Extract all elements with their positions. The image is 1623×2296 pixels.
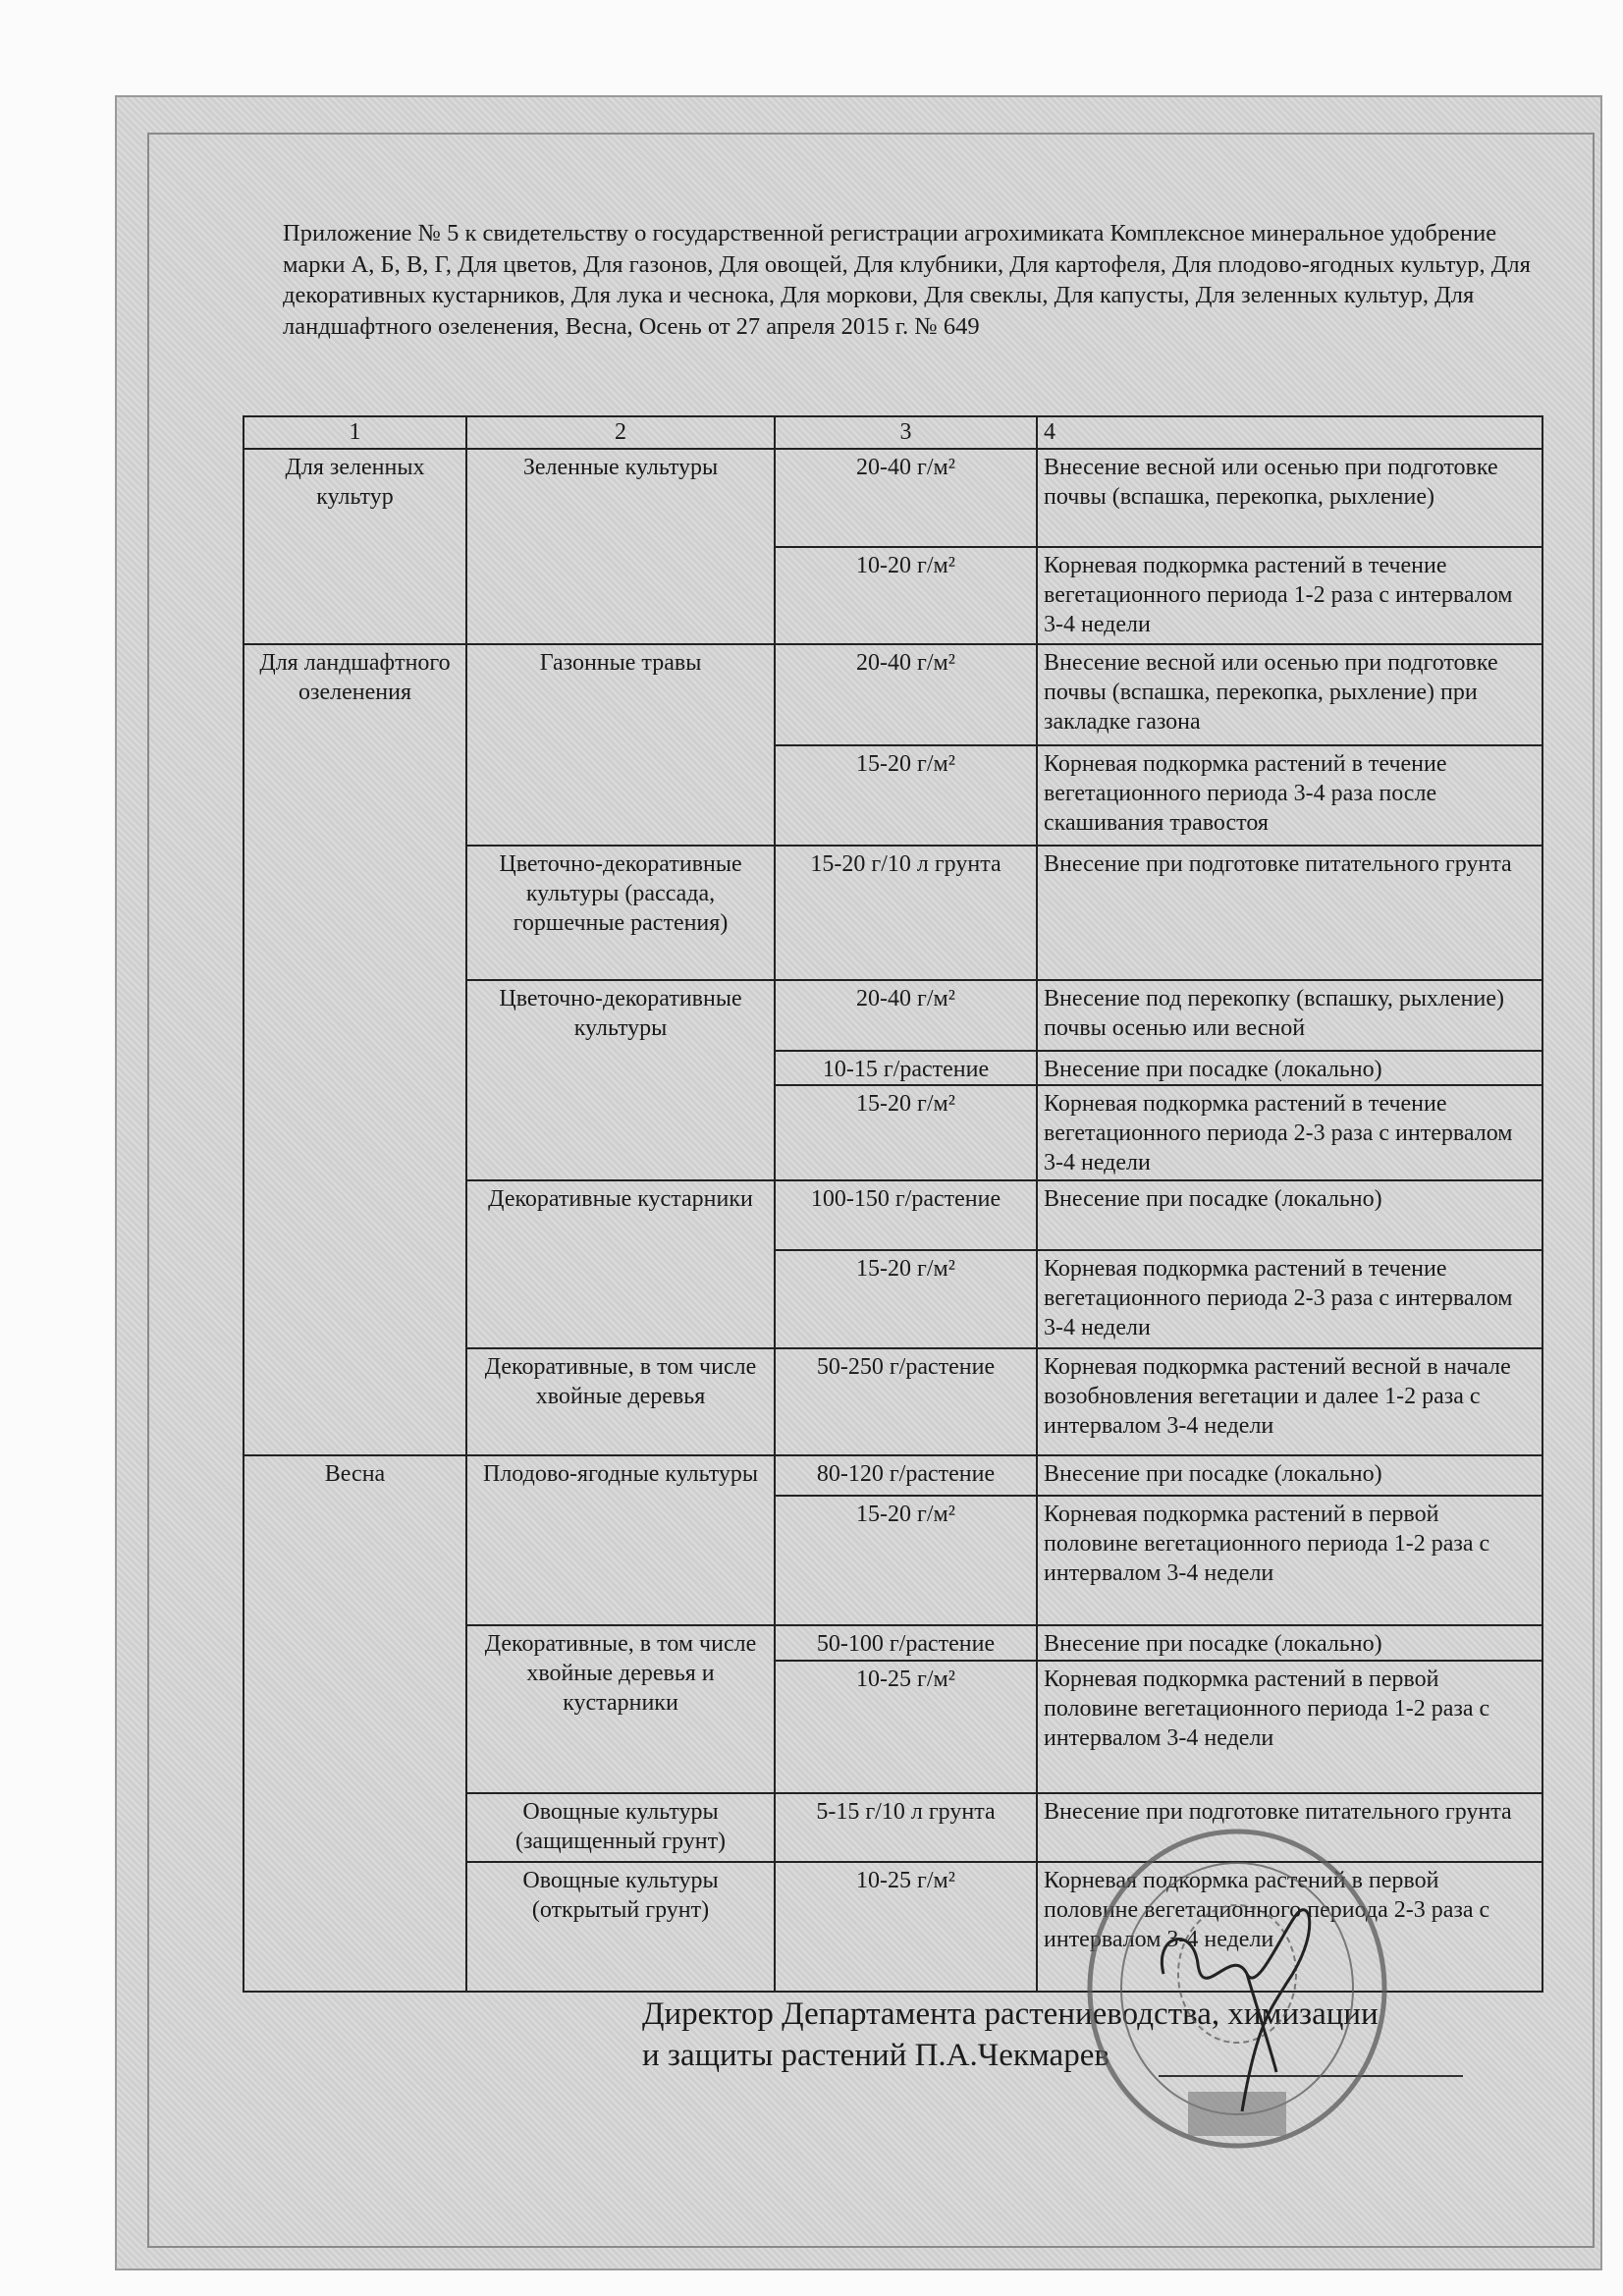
application-rates-table (243, 415, 1543, 1993)
crop-cell: Газонные травы (466, 644, 775, 846)
method-cell: Корневая подкормка растений в течение вегетационного периода 3-4 раза после скашивания травостоя (1037, 745, 1542, 846)
dose-cell: 15-20 г/10 л грунта (775, 846, 1037, 980)
crop-cell: Декоративные, в том числе хвойные деревья и кустарники (466, 1625, 775, 1793)
table-row (243, 1455, 1542, 1496)
method-cell: Внесение при посадке (локально) (1037, 1180, 1542, 1250)
method-cell: Корневая подкормка растений весной в начале возобновления вегетации и далее 1-2 раза с интервалом 3-4 недели (1037, 1348, 1542, 1455)
dose-cell: 10-25 г/м² (775, 1862, 1037, 1992)
crop-group-cell: Для зеленных культур (243, 449, 466, 644)
seal-shading (1188, 2092, 1286, 2136)
crop-cell: Зеленные культуры (466, 449, 775, 644)
method-cell: Корневая подкормка растений в течение вегетационного периода 1-2 раза с интервалом 3-4 недели (1037, 547, 1542, 644)
crop-cell: Декоративные, в том числе хвойные деревья (466, 1348, 775, 1455)
method-cell: Внесение при посадке (локально) (1037, 1455, 1542, 1496)
dose-cell: 10-15 г/растение (775, 1051, 1037, 1085)
document-heading: Приложение № 5 к свидетельству о государственной регистрации агрохимиката Комплексное минеральное удобрение марки А, Б, В, Г, Для цветов, Для газонов, Для овощей, Для клубники, Для картофеля, Для плодово-ягодных культур, Для декоративных кустарников, Для лука и чеснока, Для моркови, Для свеклы, Для капусты, Для зеленных культур, Для ландшафтного озеленения, Весна, Осень от 27 апреля 2015 г. № 649 (283, 220, 1531, 340)
crop-group-cell: Для ландшафтного озеленения (243, 644, 466, 1455)
column-header: 1 (243, 416, 466, 449)
dose-cell: 80-120 г/растение (775, 1455, 1037, 1496)
dose-cell: 100-150 г/растение (775, 1180, 1037, 1250)
dose-cell: 10-20 г/м² (775, 547, 1037, 644)
dose-cell: 15-20 г/м² (775, 1250, 1037, 1348)
dose-cell: 5-15 г/10 л грунта (775, 1793, 1037, 1862)
method-cell: Внесение весной или осенью при подготовке почвы (вспашка, перекопка, рыхление) (1037, 449, 1542, 547)
method-cell: Корневая подкормка растений в первой половине вегетационного периода 1-2 раза с интервалом 3-4 недели (1037, 1496, 1542, 1625)
crop-cell: Овощные культуры (открытый грунт) (466, 1862, 775, 1992)
dose-cell: 15-20 г/м² (775, 1496, 1037, 1625)
method-cell: Внесение при посадке (локально) (1037, 1625, 1542, 1661)
dose-cell: 20-40 г/м² (775, 644, 1037, 745)
method-cell: Корневая подкормка растений в первой половине вегетационного периода 1-2 раза с интервалом 3-4 недели (1037, 1661, 1542, 1793)
column-header: 4 (1037, 416, 1542, 449)
official-seal (1075, 1827, 1399, 2160)
dose-cell: 20-40 г/м² (775, 449, 1037, 547)
signatory-name: и защиты растений П.А.Чекмарев (642, 2038, 1109, 2073)
method-cell: Корневая подкормка растений в течение вегетационного периода 2-3 раза с интервалом 3-4 недели (1037, 1250, 1542, 1348)
table-header-row (243, 416, 1542, 449)
crop-cell: Декоративные кустарники (466, 1180, 775, 1348)
dose-cell: 15-20 г/м² (775, 745, 1037, 846)
method-cell: Внесение весной или осенью при подготовке почвы (вспашка, перекопка, рыхление) при закладке газона (1037, 644, 1542, 745)
column-header: 2 (466, 416, 775, 449)
dose-cell: 15-20 г/м² (775, 1085, 1037, 1180)
method-cell: Внесение при подготовке питательного грунта (1037, 1793, 1542, 1862)
table-row (243, 449, 1542, 547)
method-cell: Корневая подкормка растений в первой половине вегетационного периода 2-3 раза с интервалом 3-4 недели (1037, 1862, 1542, 1992)
dose-cell: 10-25 г/м² (775, 1661, 1037, 1793)
signatory-title: Директор Департамента растениеводства, химизации (642, 1996, 1379, 2032)
method-cell: Внесение при подготовке питательного грунта (1037, 846, 1542, 980)
method-cell: Внесение под перекопку (вспашку, рыхление) почвы осенью или весной (1037, 980, 1542, 1051)
crop-cell: Овощные культуры (защищенный грунт) (466, 1793, 775, 1862)
crop-cell: Цветочно-декоративные культуры (рассада, горшечные растения) (466, 846, 775, 980)
table-row (243, 644, 1542, 745)
dose-cell: 50-100 г/растение (775, 1625, 1037, 1661)
crop-group-cell: Весна (243, 1455, 466, 1992)
crop-cell: Плодово-ягодные культуры (466, 1455, 775, 1625)
column-header: 3 (775, 416, 1037, 449)
method-cell: Внесение при посадке (локально) (1037, 1051, 1542, 1085)
dose-cell: 20-40 г/м² (775, 980, 1037, 1051)
crop-cell: Цветочно-декоративные культуры (466, 980, 775, 1180)
method-cell: Корневая подкормка растений в течение вегетационного периода 2-3 раза с интервалом 3-4 недели (1037, 1085, 1542, 1180)
dose-cell: 50-250 г/растение (775, 1348, 1037, 1455)
